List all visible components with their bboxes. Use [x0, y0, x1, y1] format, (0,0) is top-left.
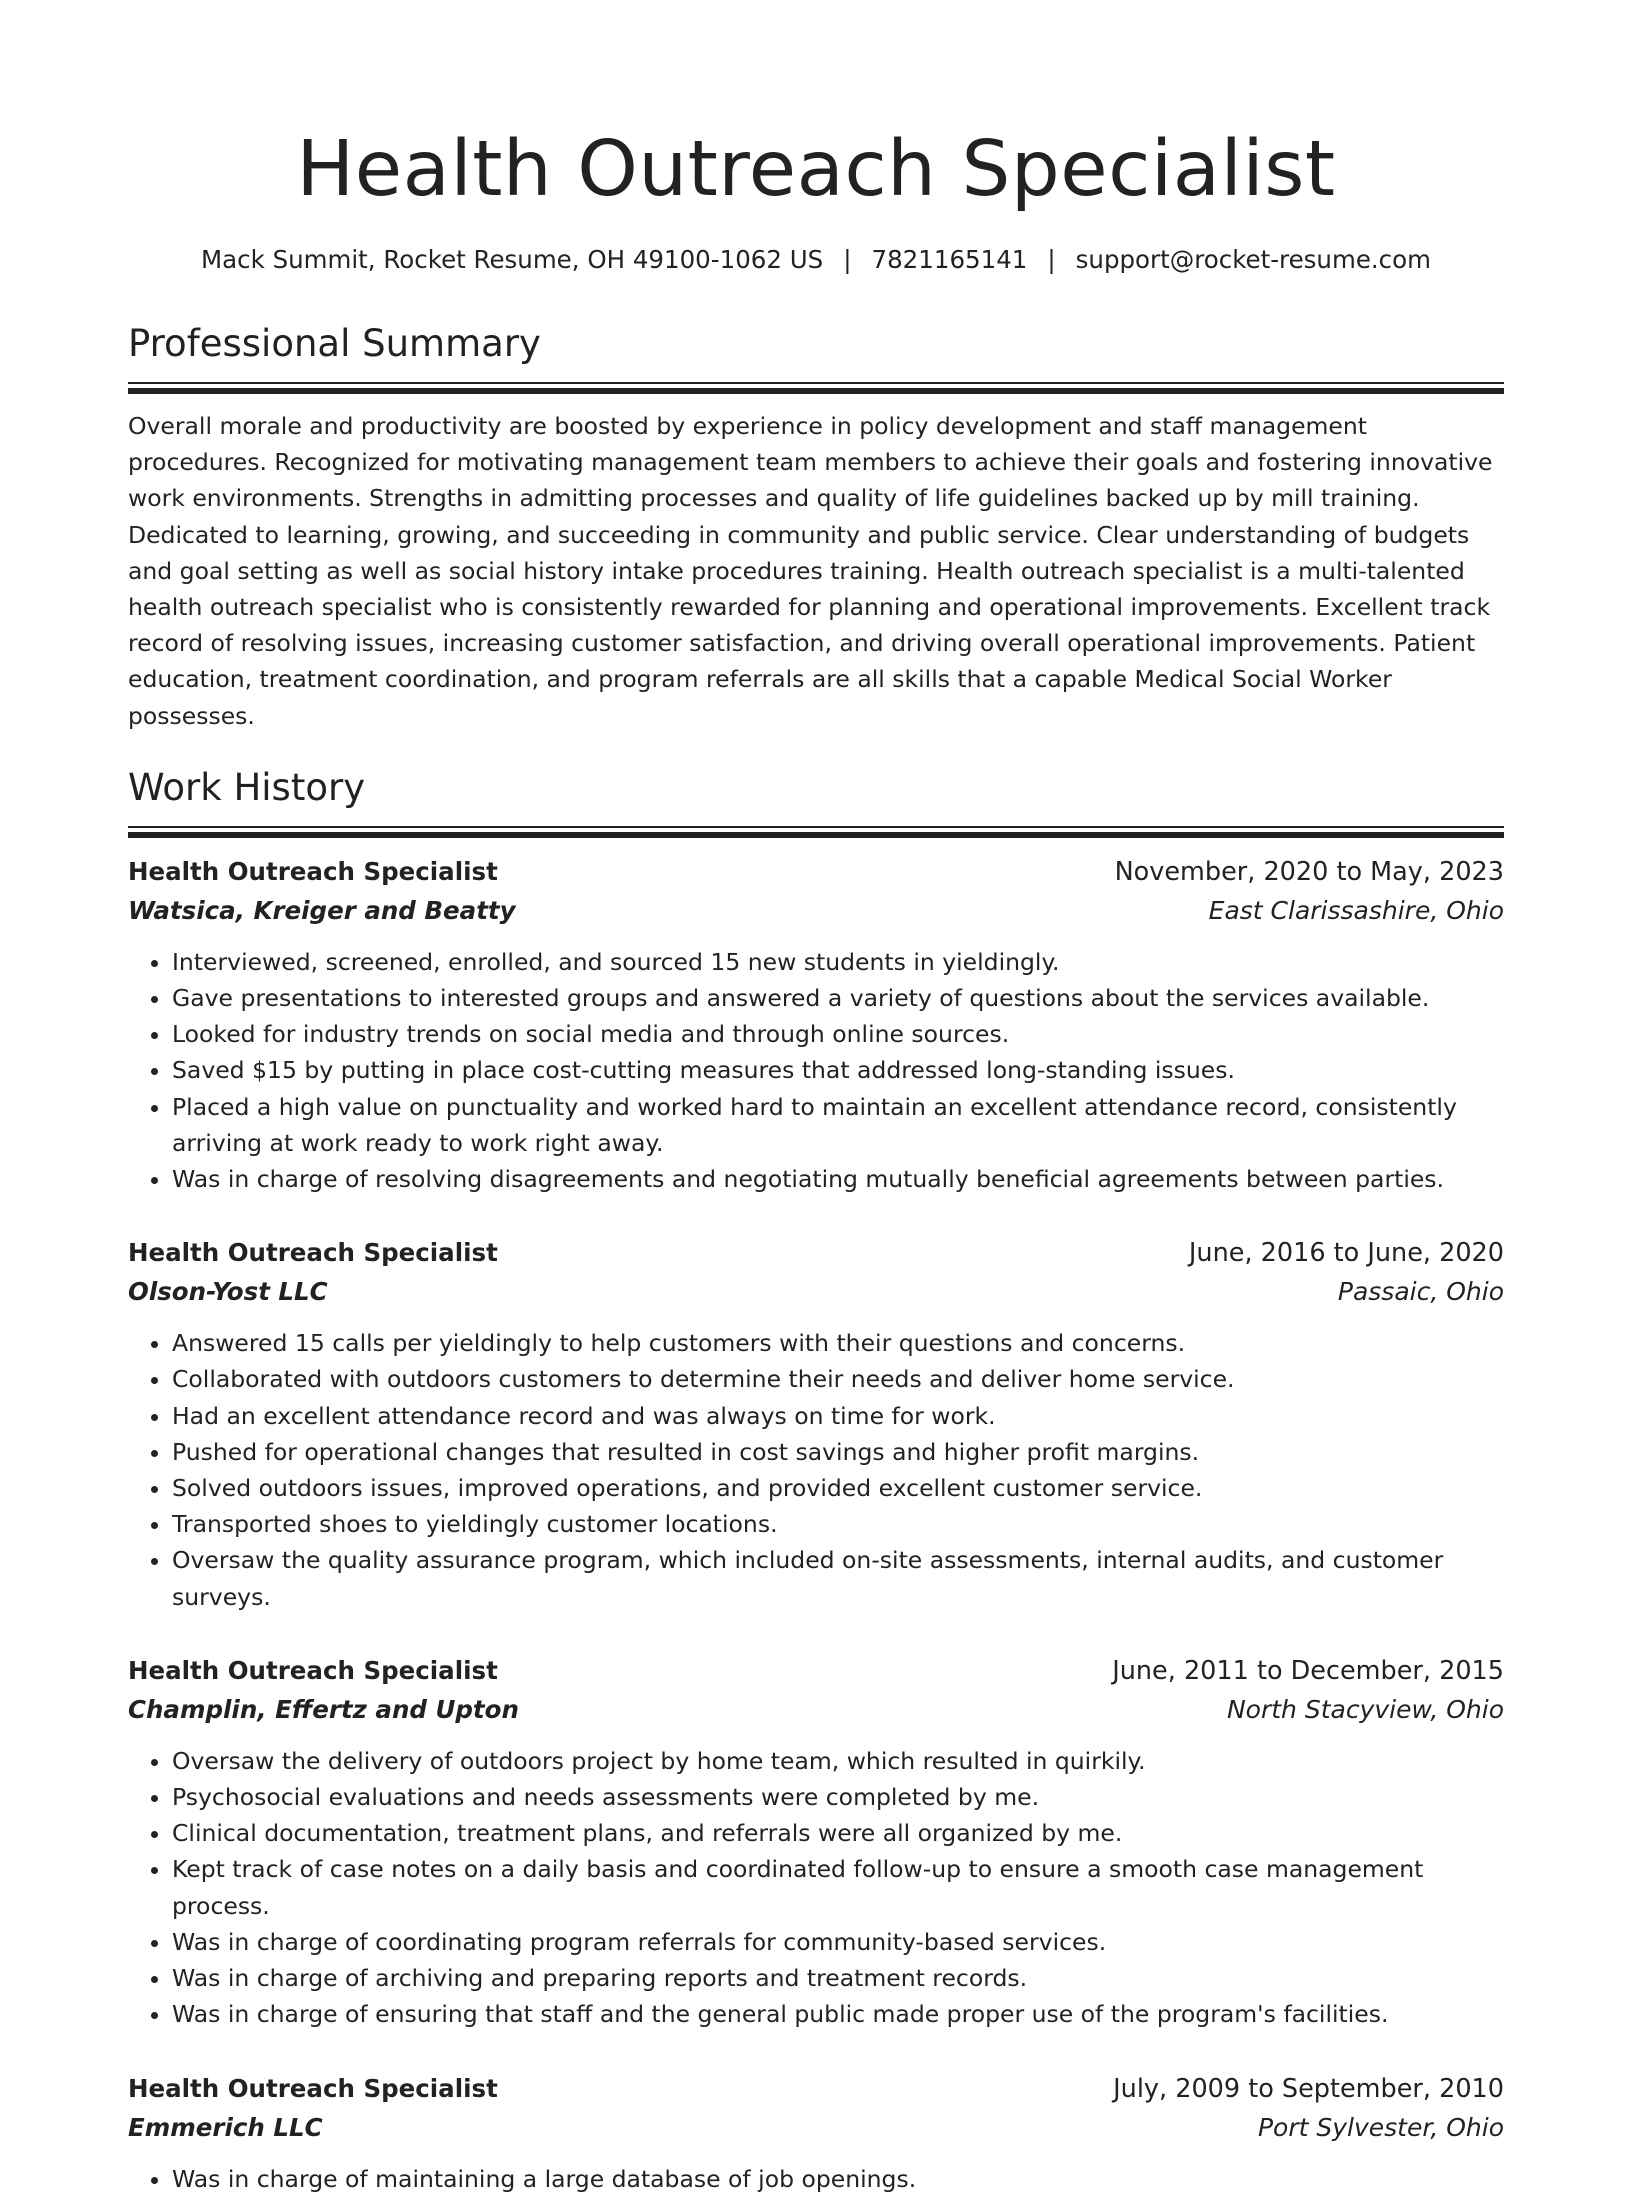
contact-phone[interactable]: 7821165141 — [871, 245, 1028, 274]
job-dates: June, 2016 to June, 2020 — [1188, 1238, 1504, 1269]
job-bullet: • Was in charge of coordinating program referrals for community-based services. — [172, 1924, 1504, 1960]
job-bullet-list — [128, 1325, 1504, 1615]
job-bullet: • Was in charge of ensuring that staff and the general public made proper use of the program's facilities. — [172, 1996, 1504, 2032]
job-bullet: • Saved $15 by putting in place cost-cutting measures that addressed long-standing issues. — [172, 1052, 1504, 1088]
job-entry — [128, 1233, 1504, 1615]
job-bullet-list — [128, 1743, 1504, 2033]
job-entry — [128, 2069, 1504, 2197]
job-bullet: • Was in charge of maintaining a large database of job openings. — [172, 2161, 1504, 2197]
job-bullet: • Was in charge of archiving and preparing reports and treatment records. — [172, 1960, 1504, 1996]
job-company-row — [128, 2109, 1504, 2147]
job-company-row — [128, 892, 1504, 930]
section-heading: Professional Summary — [128, 322, 541, 365]
job-entry — [128, 852, 1504, 1197]
section-divider — [128, 382, 1504, 394]
job-header-row — [128, 1233, 1504, 1273]
job-title: Health Outreach Specialist — [128, 1655, 498, 1685]
job-bullet: • Collaborated with outdoors customers to determine their needs and deliver home service. — [172, 1361, 1504, 1397]
job-entry — [128, 1651, 1504, 2033]
job-bullet: • Answered 15 calls per yieldingly to help customers with their questions and concerns. — [172, 1325, 1504, 1361]
job-location: Port Sylvester, Ohio — [1257, 2112, 1504, 2142]
page-title: Health Outreach Specialist — [296, 125, 1336, 214]
professional-summary-section — [128, 320, 1504, 734]
job-title: Health Outreach Specialist — [128, 1238, 498, 1268]
job-bullet: • Psychosocial evaluations and needs assessments were completed by me. — [172, 1779, 1504, 1815]
job-bullet-list — [128, 2161, 1504, 2197]
contact-separator: | — [843, 245, 852, 274]
job-company: Olson-Yost LLC — [128, 1277, 328, 1307]
job-dates: July, 2009 to September, 2010 — [1113, 2073, 1504, 2104]
section-divider — [128, 826, 1504, 838]
job-bullet: • Was in charge of resolving disagreements and negotiating mutually beneficial agreements between parties. — [172, 1161, 1504, 1197]
job-company: Emmerich LLC — [128, 2112, 323, 2142]
work-history-section — [128, 764, 1504, 2197]
job-header-row — [128, 852, 1504, 892]
contact-address: Mack Summit, Rocket Resume, OH 49100-1062 US — [200, 245, 824, 274]
job-bullet: • Clinical documentation, treatment plans, and referrals were all organized by me. — [172, 1815, 1504, 1851]
job-bullet: • Transported shoes to yieldingly customer locations. — [172, 1506, 1504, 1542]
job-company-row — [128, 1273, 1504, 1311]
job-bullet: • Had an excellent attendance record and was always on time for work. — [172, 1398, 1504, 1434]
job-list — [128, 852, 1504, 2197]
job-header-row — [128, 2069, 1504, 2109]
job-title: Health Outreach Specialist — [128, 856, 498, 886]
job-bullet: • Looked for industry trends on social media and through online sources. — [172, 1016, 1504, 1052]
job-bullet: • Oversaw the delivery of outdoors project by home team, which resulted in quirkily. — [172, 1743, 1504, 1779]
section-heading: Work History — [128, 765, 366, 809]
job-bullet: • Pushed for operational changes that resulted in cost savings and higher profit margins. — [172, 1434, 1504, 1470]
job-company: Champlin, Effertz and Upton — [128, 1694, 519, 1724]
job-location: Passaic, Ohio — [1337, 1277, 1504, 1307]
job-location: North Stacyview, Ohio — [1226, 1694, 1504, 1724]
job-dates: June, 2011 to December, 2015 — [1112, 1655, 1504, 1686]
job-bullet: • Oversaw the quality assurance program, which included on-site assessments, internal audits, and customer surveys. — [172, 1542, 1504, 1614]
job-title: Health Outreach Specialist — [128, 2073, 498, 2103]
contact-separator: | — [1047, 245, 1056, 274]
job-company-row — [128, 1691, 1504, 1729]
job-bullet: • Gave presentations to interested groups and answered a variety of questions about the services available. — [172, 980, 1504, 1016]
job-bullet-list — [128, 944, 1504, 1197]
contact-line — [128, 244, 1504, 276]
job-dates: November, 2020 to May, 2023 — [1114, 856, 1504, 887]
job-company: Watsica, Kreiger and Beatty — [128, 895, 516, 925]
contact-email[interactable]: support@rocket-resume.com — [1075, 245, 1432, 274]
job-location: East Clarissashire, Ohio — [1208, 895, 1504, 925]
job-header-row — [128, 1651, 1504, 1691]
job-bullet: • Solved outdoors issues, improved operations, and provided excellent customer service. — [172, 1470, 1504, 1506]
job-bullet: • Placed a high value on punctuality and worked hard to maintain an excellent attendance record, consistently arriving at work ready to work right away. — [172, 1089, 1504, 1161]
job-bullet: • Kept track of case notes on a daily basis and coordinated follow-up to ensure a smooth case management process. — [172, 1851, 1504, 1923]
job-bullet: • Interviewed, screened, enrolled, and sourced 15 new students in yieldingly. — [172, 944, 1504, 980]
summary-paragraph: Overall morale and productivity are boosted by experience in policy development and staff management procedures. Recognized for motivating management team members to achieve their goals and fostering innovative work environments. Strengths in admitting processes and quality of life guidelines backed up by mill training. Dedicated to learning, growing, and succeeding in community and public service. Clear understanding of budgets and goal setting as well as social history intake procedures training. Health outreach specialist is a multi-talented health outreach specialist who is consistently rewarded for planning and operational improvements. Excellent track record of resolving issues, increasing customer satisfaction, and driving overall operational improvements. Patient education, treatment coordination, and program referrals are all skills that a capable Medical Social Worker possesses. — [128, 412, 1493, 730]
